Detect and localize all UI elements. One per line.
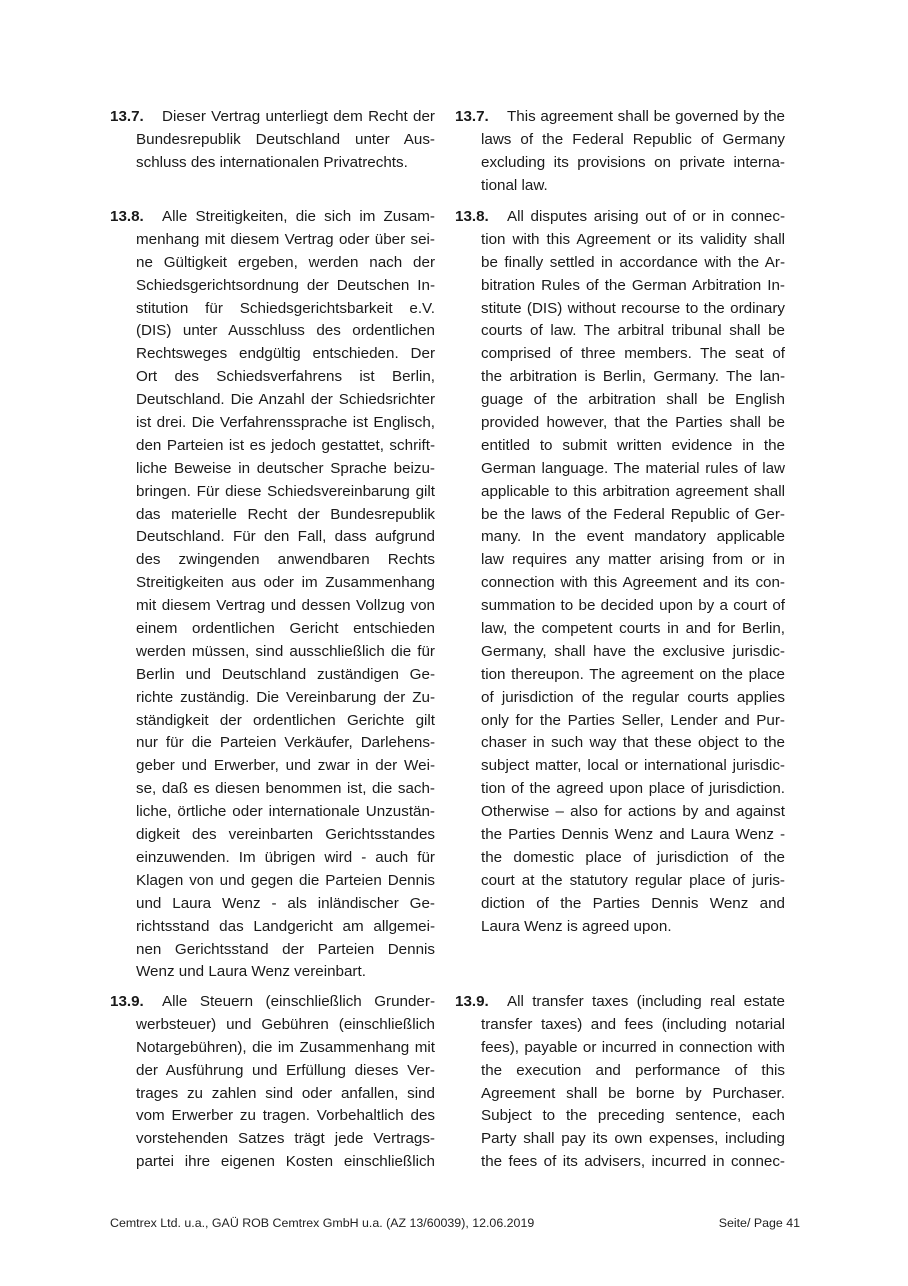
text-line: Ort des Schiedsverfahrens ist Berlin, bbox=[136, 368, 435, 386]
clause-number: 13.8. bbox=[110, 208, 144, 225]
text-line: tion of the agreed upon place of jurisdiction. bbox=[481, 780, 785, 798]
text-line: einem ordentlichen Gericht entschieden bbox=[136, 620, 435, 638]
text-line: only for the Parties Seller, Lender and Pur- bbox=[481, 711, 785, 729]
clause-number: 13.8. bbox=[455, 208, 489, 225]
text-line: guage of the arbitration shall be English bbox=[481, 391, 785, 409]
text-line: Deutschland. Die Anzahl der Schiedsrichter bbox=[136, 391, 435, 409]
clause-text bbox=[481, 991, 785, 1174]
text-line: Party shall pay its own expenses, including bbox=[481, 1130, 785, 1148]
clause-number: 13.9. bbox=[110, 993, 144, 1010]
text-line: Agreement shall be borne by Purchaser. bbox=[481, 1084, 785, 1102]
text-line: Germany, shall have the exclusive jurisdic- bbox=[481, 642, 785, 660]
text-line: Deutschland. Für den Fall, dass aufgrund bbox=[136, 528, 435, 546]
text-line: (DIS) unter Ausschluss des ordentlichen bbox=[136, 322, 435, 340]
text-line: mit diesem Vertrag und dessen Vollzug von bbox=[136, 597, 435, 615]
text-line: excluding its provisions on private interna- bbox=[481, 153, 785, 171]
text-line: fees), payable or incurred in connection with bbox=[481, 1038, 785, 1056]
text-line: stitution für Schiedsgerichtsbarkeit e.V. bbox=[136, 299, 435, 317]
text-line: nen Gerichtsstand der Parteien Dennis bbox=[136, 940, 435, 958]
text-line: All disputes arising out of or in connec- bbox=[507, 208, 785, 225]
text-line: stitute (DIS) without recourse to the ordinary bbox=[481, 299, 785, 317]
text-line: werden müssen, sind ausschließlich die für bbox=[136, 642, 435, 660]
text-line: Notargebühren), die im Zusammenhang mit bbox=[136, 1038, 435, 1056]
text-line: comprised of three members. The seat of bbox=[481, 345, 785, 363]
text-line: tion thereupon. The agreement on the place bbox=[481, 665, 785, 683]
text-line: Laura Wenz is agreed upon. bbox=[481, 917, 672, 935]
text-line: vorstehenden Satzes trägt jede Vertrags- bbox=[136, 1130, 435, 1148]
clause-number: 13.7. bbox=[455, 108, 489, 125]
text-line: Alle Steuern (einschließlich Grunder- bbox=[162, 993, 435, 1010]
text-line: menhang mit diesem Vertrag oder über sei- bbox=[136, 230, 435, 248]
text-line: des zwingenden anwendbaren Rechts bbox=[136, 551, 435, 569]
text-line: liche, örtliche oder internationale Unzustän- bbox=[136, 803, 435, 821]
text-line: applicable to this arbitration agreement shall bbox=[481, 482, 785, 500]
text-line: liche Beweise in deutscher Sprache beizu- bbox=[136, 459, 435, 477]
text-line: This agreement shall be governed by the bbox=[507, 108, 785, 125]
clause-number: 13.7. bbox=[110, 108, 144, 125]
clause-13-7-de bbox=[110, 106, 435, 175]
text-line: summation to be decided upon by a court of bbox=[481, 597, 785, 615]
text-line: law, the competent courts in and for Berlin, bbox=[481, 620, 785, 638]
text-line: All transfer taxes (including real estate bbox=[507, 993, 785, 1010]
text-line: Berlin und Deutschland zuständigen Ge- bbox=[136, 665, 435, 683]
text-line: provided however, that the Parties shall be bbox=[481, 414, 785, 432]
clause-13-8-de bbox=[110, 206, 435, 984]
text-line: laws of the Federal Republic of Germany bbox=[481, 130, 785, 148]
text-line: Klagen von und gegen die Parteien Dennis bbox=[136, 871, 435, 889]
text-line: vom Erwerber zu tragen. Vorbehaltlich des bbox=[136, 1107, 435, 1125]
text-line: Otherwise – also for actions by and against bbox=[481, 803, 785, 821]
text-line: connection with this Agreement and its con- bbox=[481, 574, 785, 592]
text-line: ne Gültigkeit ergeben, werden nach der bbox=[136, 253, 435, 271]
text-line: subject matter, local or international jurisdic- bbox=[481, 757, 785, 775]
text-line: the domestic place of jurisdiction of the bbox=[481, 848, 785, 866]
text-line: Streitigkeiten aus oder im Zusammenhang bbox=[136, 574, 435, 592]
text-line: Subject to the preceding sentence, each bbox=[481, 1107, 785, 1125]
clause-text bbox=[481, 206, 785, 939]
clause-text bbox=[481, 106, 785, 198]
text-line: entitled to submit written evidence in the bbox=[481, 436, 785, 454]
text-line: Dieser Vertrag unterliegt dem Recht der bbox=[162, 108, 435, 125]
text-line: many. In the event mandatory applicable bbox=[481, 528, 785, 546]
text-line: geber und Erwerber, und zwar in der Wei- bbox=[136, 757, 435, 775]
text-line: tion with this Agreement or its validity shall bbox=[481, 230, 785, 248]
text-line: the arbitration is Berlin, Germany. The lan- bbox=[481, 368, 785, 386]
text-line: diction of the Parties Dennis Wenz and bbox=[481, 894, 785, 912]
text-line: einzuwenden. Im übrigen wird - auch für bbox=[136, 848, 435, 866]
text-line: Wenz und Laura Wenz vereinbart. bbox=[136, 963, 366, 981]
clause-text bbox=[136, 206, 435, 984]
text-line: se, daß es diesen benommen ist, die sach- bbox=[136, 780, 435, 798]
text-line: der Ausführung und Erfüllung dieses Ver- bbox=[136, 1061, 435, 1079]
text-line: digkeit des vereinbarten Gerichtsstandes bbox=[136, 826, 435, 844]
text-line: Rechtsweges endgültig entschieden. Der bbox=[136, 345, 435, 363]
text-line: und Laura Wenz - als inländischer Ge- bbox=[136, 894, 435, 912]
text-line: ständigkeit der ordentlichen Gerichte gilt bbox=[136, 711, 435, 729]
clause-text bbox=[136, 991, 435, 1174]
text-line: courts of law. The arbitral tribunal shall be bbox=[481, 322, 785, 340]
page-number: Seite/ Page 41 bbox=[718, 1216, 800, 1230]
text-line: Schiedsgerichtsordnung der Deutschen In- bbox=[136, 276, 435, 294]
text-line: bitration Rules of the German Arbitration In- bbox=[481, 276, 785, 294]
text-line: richtsstand das Landgericht am allgemei- bbox=[136, 917, 435, 935]
clause-13-8-en bbox=[455, 206, 785, 939]
text-line: transfer taxes) and fees (including notarial bbox=[481, 1015, 785, 1033]
text-line: of jurisdiction of the regular courts applies bbox=[481, 688, 785, 706]
clause-13-9-de bbox=[110, 991, 435, 1174]
text-line: nur für die Parteien Verkäufer, Darlehens- bbox=[136, 734, 435, 752]
clause-13-9-en bbox=[455, 991, 785, 1174]
text-line: partei ihre eigenen Kosten einschließlich bbox=[136, 1153, 435, 1171]
text-line: the execution and performance of this bbox=[481, 1061, 785, 1079]
text-line: richte zuständig. Die Vereinbarung der Zu- bbox=[136, 688, 435, 706]
text-line: das materielle Recht der Bundesrepublik bbox=[136, 505, 435, 523]
text-line: be finally settled in accordance with the Ar- bbox=[481, 253, 785, 271]
text-line: trages zu zahlen sind oder anfallen, sind bbox=[136, 1084, 435, 1102]
text-line: be the laws of the Federal Republic of Ger- bbox=[481, 505, 785, 523]
text-line: law requires any matter arising from or in bbox=[481, 551, 785, 569]
text-line: the Parties Dennis Wenz and Laura Wenz - bbox=[481, 826, 785, 844]
footer-reference: Cemtrex Ltd. u.a., GAÜ ROB Cemtrex GmbH u.a. (AZ 13/60039), 12.06.2019 bbox=[110, 1216, 535, 1230]
text-line: den Parteien ist es jedoch gestattet, schrift- bbox=[136, 436, 435, 454]
text-line: bringen. Für diese Schiedsvereinbarung gilt bbox=[136, 482, 435, 500]
clause-text bbox=[136, 106, 435, 175]
text-line: werbsteuer) und Gebühren (einschließlich bbox=[136, 1015, 435, 1033]
text-line: tional law. bbox=[481, 176, 548, 194]
text-line: the fees of its advisers, incurred in connec- bbox=[481, 1153, 785, 1171]
text-line: chaser in such way that these object to the bbox=[481, 734, 785, 752]
clause-13-7-en bbox=[455, 106, 785, 198]
clause-number: 13.9. bbox=[455, 993, 489, 1010]
text-line: schluss des internationalen Privatrechts. bbox=[136, 153, 408, 171]
text-line: ist drei. Die Verfahrenssprache ist Englisch, bbox=[136, 414, 435, 432]
text-line: German language. The material rules of law bbox=[481, 459, 785, 477]
text-line: court at the statutory regular place of juris- bbox=[481, 871, 785, 889]
text-line: Alle Streitigkeiten, die sich im Zusam- bbox=[162, 208, 435, 225]
text-line: Bundesrepublik Deutschland unter Aus- bbox=[136, 130, 435, 148]
